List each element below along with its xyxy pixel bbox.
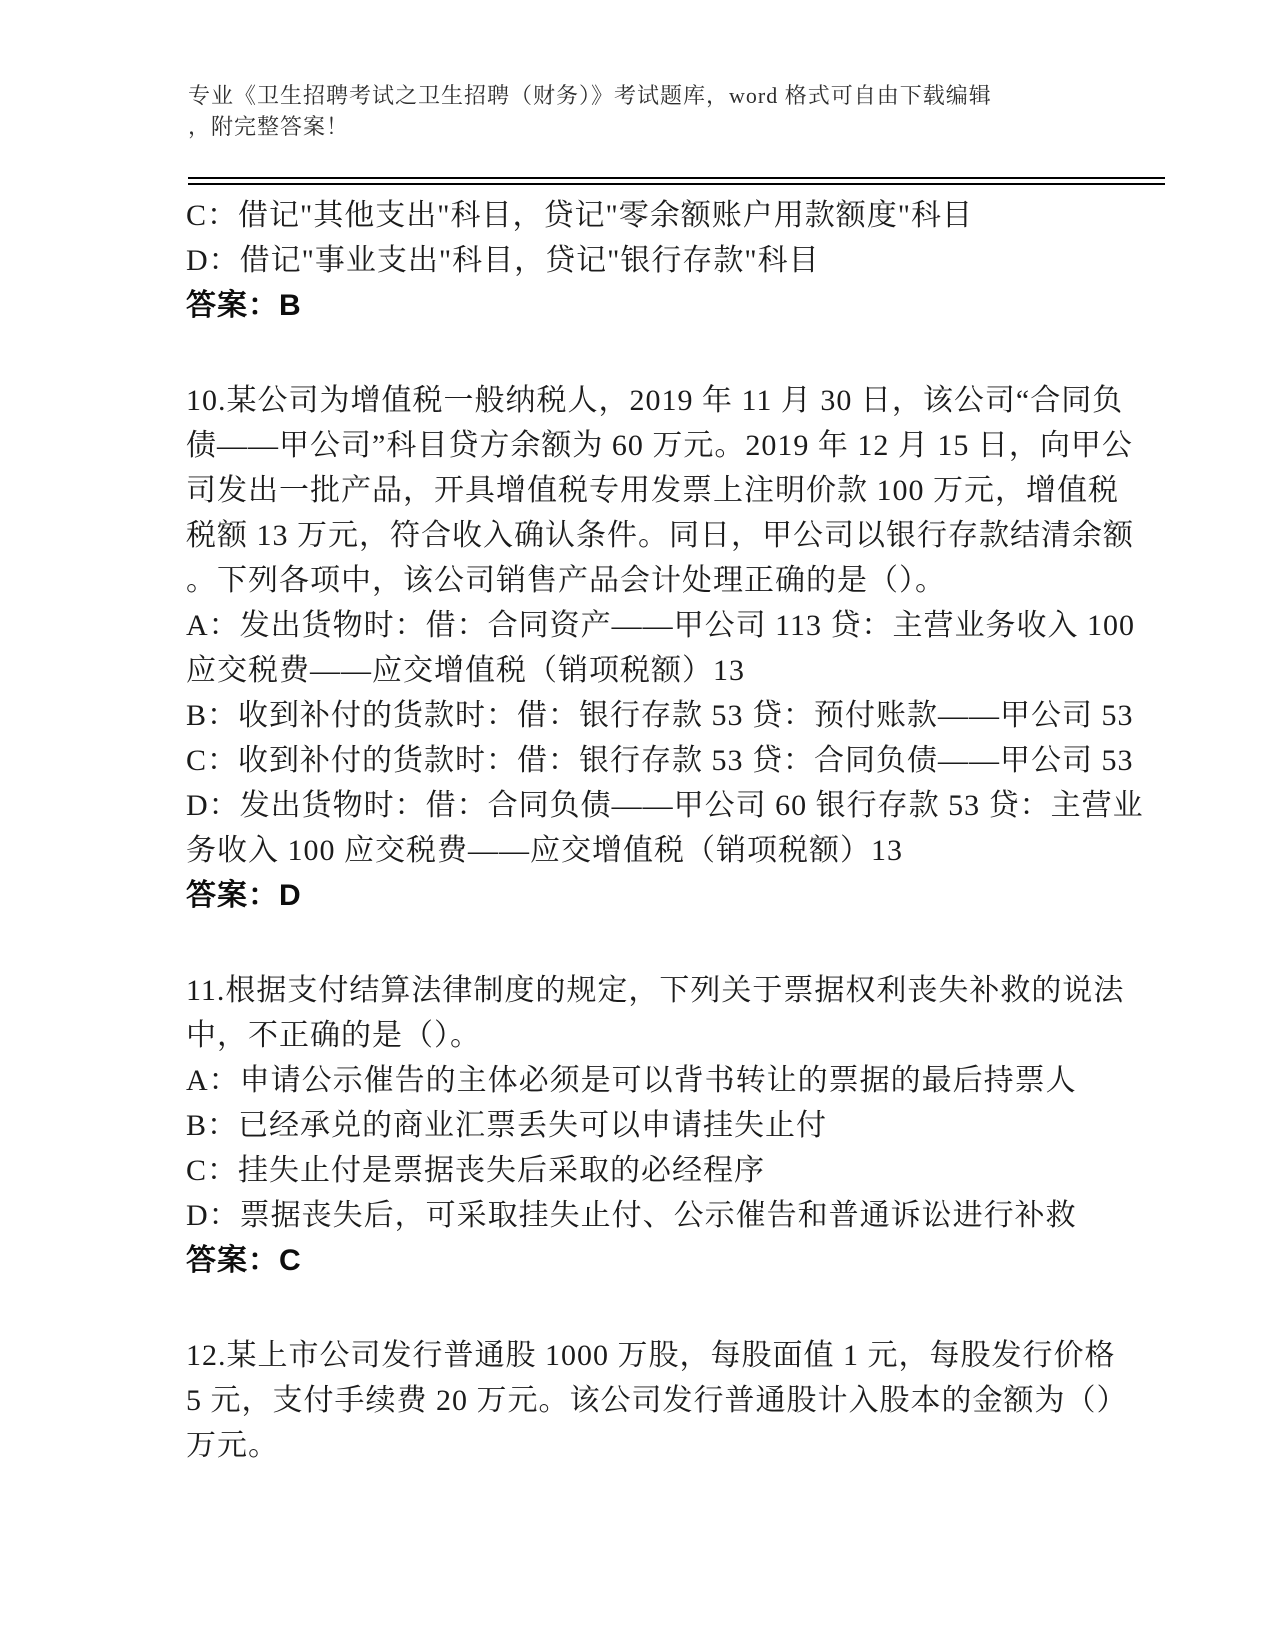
header-text-line-2: ，附完整答案！ bbox=[188, 114, 350, 139]
answer-line: 答案：D bbox=[186, 879, 302, 912]
header-double-rule bbox=[188, 177, 1165, 185]
question-text-line: 司发出一批产品，开具增值税专用发票上注明价款 100 万元，增值税 bbox=[186, 474, 1119, 507]
option-line: 应交税费——应交增值税（销项税额）13 bbox=[186, 654, 745, 687]
question-11-block bbox=[186, 968, 1171, 1283]
question-12-block bbox=[186, 1333, 1171, 1468]
answer-line: 答案：C bbox=[186, 1244, 302, 1277]
question-text-line: 中，不正确的是（）。 bbox=[186, 1019, 481, 1052]
answer-line: 答案：B bbox=[186, 289, 302, 322]
option-line: C：收到补付的货款时：借：银行存款 53 贷：合同负债——甲公司 53 bbox=[186, 744, 1134, 777]
question-text-line: 10.某公司为增值税一般纳税人，2019 年 11 月 30 日，该公司“合同负 bbox=[186, 384, 1124, 417]
option-line: D：票据丧失后，可采取挂失止付、公示催告和普通诉讼进行补救 bbox=[186, 1199, 1077, 1232]
option-line: A：申请公示催告的主体必须是可以背书转让的票据的最后持票人 bbox=[186, 1064, 1077, 1097]
document-body bbox=[186, 193, 1171, 1518]
question-text-line: 12.某上市公司发行普通股 1000 万股，每股面值 1 元，每股发行价格 bbox=[186, 1339, 1116, 1372]
option-line: D：借记"事业支出"科目，贷记"银行存款"科目 bbox=[186, 244, 820, 277]
question-text-line: 5 元，支付手续费 20 万元。该公司发行普通股计入股本的金额为（） bbox=[186, 1384, 1128, 1417]
question-text-line: 。下列各项中，该公司销售产品会计处理正确的是（）。 bbox=[186, 564, 946, 597]
option-line: C：借记"其他支出"科目，贷记"零余额账户用款额度"科目 bbox=[186, 199, 973, 232]
option-line: A：发出货物时：借：合同资产——甲公司 113 贷：主营业务收入 100 bbox=[186, 609, 1136, 642]
option-line: C：挂失止付是票据丧失后采取的必经程序 bbox=[186, 1154, 766, 1187]
header-text-line-1: 专业《卫生招聘考试之卫生招聘（财务）》考试题库，word 格式可自由下载编辑 bbox=[188, 83, 992, 108]
question-text-line: 万元。 bbox=[186, 1429, 279, 1462]
option-line: D：发出货物时：借：合同负债——甲公司 60 银行存款 53 贷：主营业 bbox=[186, 789, 1144, 822]
option-line: B：已经承兑的商业汇票丢失可以申请挂失止付 bbox=[186, 1109, 828, 1142]
option-line: B：收到补付的货款时：借：银行存款 53 贷：预付账款——甲公司 53 bbox=[186, 699, 1134, 732]
question-9-tail-block bbox=[186, 193, 1171, 328]
question-10-block bbox=[186, 378, 1171, 918]
question-text-line: 债——甲公司”科目贷方余额为 60 万元。2019 年 12 月 15 日，向甲公 bbox=[186, 429, 1133, 462]
question-text-line: 税额 13 万元，符合收入确认条件。同日，甲公司以银行存款结清余额 bbox=[186, 519, 1134, 552]
page-header bbox=[188, 80, 1173, 142]
option-line: 务收入 100 应交税费——应交增值税（销项税额）13 bbox=[186, 834, 903, 867]
question-text-line: 11.根据支付结算法律制度的规定，下列关于票据权利丧失补救的说法 bbox=[186, 974, 1125, 1007]
